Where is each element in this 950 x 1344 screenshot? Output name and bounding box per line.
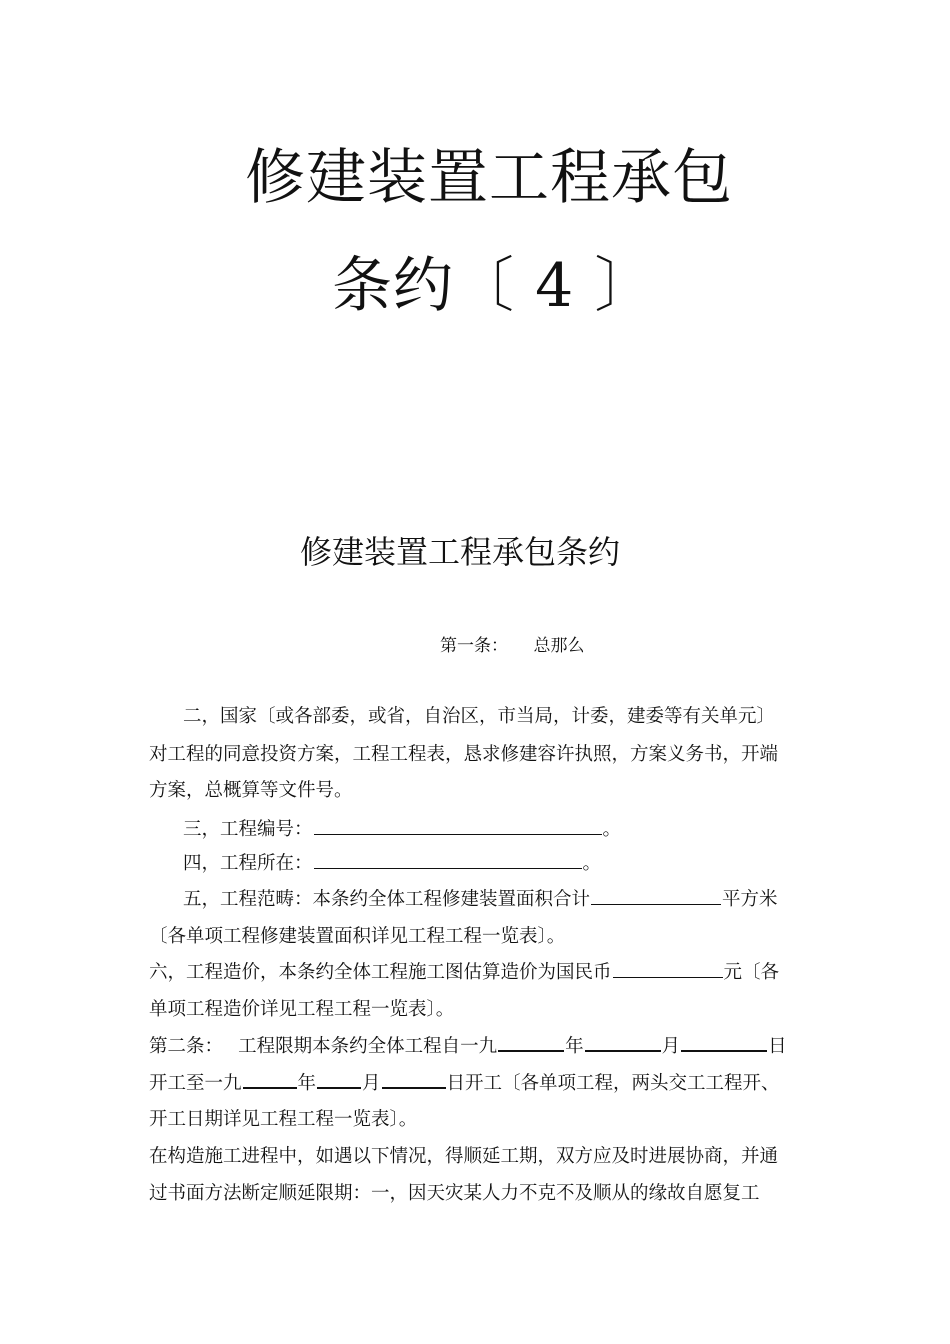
article-2-line1 xyxy=(149,1032,787,1058)
article-2-line2-month-blank[interactable] xyxy=(317,1069,361,1089)
delay-para-line2: 过书面方法断定顺延限期：一，因天灾某人力不克不及顺从的缘故自愿复工 xyxy=(149,1183,760,1204)
para-2-line2: 对工程的同意投资方案，工程工程表，恳求修建容许执照，方案义务书，开端 xyxy=(149,744,779,765)
article-2-year-label: 年 xyxy=(565,1036,584,1057)
para-2-line1: 二，国家〔或各部委，或省，自治区，市当局，计委，建委等有关单元〕 xyxy=(183,706,776,727)
article-2-line2-start: 开工至一九 xyxy=(149,1073,242,1094)
item-6-line1 xyxy=(149,958,779,984)
item-3-label: 三，工程编号： xyxy=(183,819,313,840)
article-2-year-blank[interactable] xyxy=(498,1032,564,1052)
item-5-line2: 〔各单项工程修建装置面积详见工程工程一览表〕。 xyxy=(149,926,566,947)
article-2-month-label: 月 xyxy=(661,1036,681,1057)
article-2-line2-rest: 日开工〔各单项工程，两头交工工程开、 xyxy=(446,1073,780,1094)
item-5-line1 xyxy=(183,885,778,911)
cover-title-line1: 修建装置工程承包 xyxy=(245,143,733,213)
item-5-label: 五，工程范畴：本条约全体工程修建装置面积合计 xyxy=(183,889,591,910)
article-2-line2-year-label: 年 xyxy=(297,1073,317,1094)
document-title: 修建装置工程承包条约 xyxy=(300,533,621,571)
item-6-unit: 元〔各 xyxy=(723,962,780,983)
item-6-blank[interactable] xyxy=(613,959,723,978)
item-4-line xyxy=(183,849,601,875)
item-3-blank[interactable] xyxy=(314,816,602,835)
article-2-line2 xyxy=(149,1069,780,1095)
article1-heading: 第一条： 总那么 xyxy=(440,636,585,656)
article-2-day-blank[interactable] xyxy=(681,1032,767,1052)
para-2-line3: 方案，总概算等文件号。 xyxy=(149,780,353,801)
article-2-day-label: 日 xyxy=(768,1036,787,1057)
article-2-month-blank[interactable] xyxy=(585,1032,661,1052)
article-2-line2-year-blank[interactable] xyxy=(243,1069,297,1089)
item-3-line xyxy=(183,815,621,841)
item-6-line2: 单项工程造价详见工程工程一览表〕。 xyxy=(149,999,455,1020)
item-4-label: 四，工程所在： xyxy=(183,853,313,874)
item-5-unit: 平方米 xyxy=(722,889,778,910)
delay-para-line1: 在构造施工进程中，如遇以下情况，得顺延工期，双方应及时进展协商，并通 xyxy=(149,1146,779,1167)
cover-title-line2: 条约〔 4 〕 xyxy=(332,251,656,321)
item-5-blank[interactable] xyxy=(591,886,721,905)
item-3-end: 。 xyxy=(602,819,622,840)
article-2-label: 第二条： 工程限期本条约全体工程自一九 xyxy=(149,1036,498,1057)
item-6-label: 六，工程造价，本条约全体工程施工图估算造价为国民币 xyxy=(149,962,612,983)
article-2-line3: 开工日期详见工程工程一览表〕。 xyxy=(149,1109,418,1130)
item-4-blank[interactable] xyxy=(314,850,582,869)
article-2-line2-month-label: 月 xyxy=(362,1073,381,1094)
article-2-line2-day-blank[interactable] xyxy=(382,1069,446,1089)
item-4-end: 。 xyxy=(582,853,602,874)
